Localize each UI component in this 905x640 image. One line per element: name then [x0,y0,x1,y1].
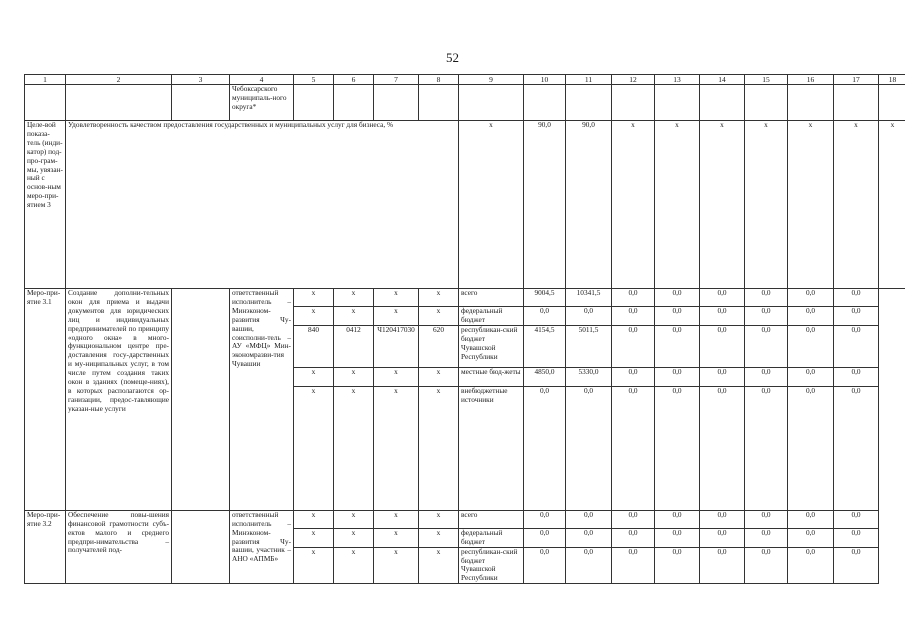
measure-name: Обеспечение повы-шения финансовой грамотности субъ-ектов малого и среднего предпри-нимательства – получателей под- [66,510,172,583]
funding-value: 0,0 [788,325,834,367]
measure-31-row [25,289,905,307]
funding-value: 0,0 [612,367,655,386]
funding-value: 0,0 [612,325,655,367]
column-number: 18 [879,75,905,85]
funding-value: 0,0 [655,307,700,326]
continuation-row [25,85,905,121]
funding-source: всего [459,510,524,528]
funding-value: 0,0 [834,528,879,547]
funding-value: 0,0 [834,547,879,584]
column-number: 6 [334,75,374,85]
funding-value: 0,0 [745,510,788,528]
funding-source: местные бюд-жеты [459,367,524,386]
funding-source: всего [459,289,524,307]
empty-cell [834,85,879,121]
empty-cell [334,85,374,121]
funding-value: 4850,0 [524,367,566,386]
budget-code: x [334,367,374,386]
budget-code: x [334,528,374,547]
funding-value: 0,0 [834,386,879,510]
measure-32-row [25,510,905,528]
budget-code: x [419,547,459,584]
funding-value: 0,0 [524,528,566,547]
empty-cell [419,85,459,121]
funding-value: 0,0 [745,547,788,584]
funding-value: 0,0 [788,386,834,510]
budget-code: 0412 [334,325,374,367]
column-number: 5 [294,75,334,85]
column-number: 11 [566,75,612,85]
empty-cell [459,85,524,121]
funding-value: 0,0 [566,386,612,510]
funding-value: 0,0 [655,367,700,386]
budget-code: 840 [294,325,334,367]
funding-value: 0,0 [700,307,745,326]
column-number-row [25,75,905,85]
funding-value: 5330,0 [566,367,612,386]
empty-cell [612,85,655,121]
budget-code: x [374,386,419,510]
funding-value: 0,0 [700,325,745,367]
budget-code: x [294,307,334,326]
budget-code: x [419,367,459,386]
target-value: x [788,121,834,289]
empty-cell [879,85,905,121]
measure-label: Меро-при-ятие 3.2 [25,510,66,583]
funding-value: 0,0 [788,367,834,386]
empty-cell [524,85,566,121]
empty-cell [294,85,334,121]
budget-code: x [334,289,374,307]
funding-value: 0,0 [655,289,700,307]
target-indicator-description: Удовлетворенность качеством предоставления государственных и муниципальных услуг для бизнеса, % [66,121,459,289]
funding-source: федеральный бюджет [459,307,524,326]
column-number: 14 [700,75,745,85]
funding-value: 10341,5 [566,289,612,307]
funding-value: 4154,5 [524,325,566,367]
column-number: 8 [419,75,459,85]
program-table [24,74,905,584]
budget-code: x [374,528,419,547]
target-value: x [745,121,788,289]
funding-value: 0,0 [700,547,745,584]
column-number: 9 [459,75,524,85]
funding-value: 9004,5 [524,289,566,307]
empty-cell [700,85,745,121]
budget-code: x [334,386,374,510]
column-number: 7 [374,75,419,85]
funding-value: 0,0 [655,510,700,528]
continuation-text: Чебоксарского муниципаль-ного округа* [230,85,294,121]
funding-value: 0,0 [655,325,700,367]
funding-value: 0,0 [612,528,655,547]
target-col10: 90,0 [524,121,566,289]
budget-code: x [334,547,374,584]
target-value: x [700,121,745,289]
funding-value: 0,0 [524,510,566,528]
funding-value: 0,0 [700,289,745,307]
funding-value: 0,0 [612,510,655,528]
funding-value: 0,0 [834,510,879,528]
funding-value: 0,0 [524,386,566,510]
target-col11: 90,0 [566,121,612,289]
measure-executor: ответственный исполнитель – Минэконом-развития Чу-вашии, участник – АНО «АПМБ» [230,510,294,583]
funding-value: 0,0 [524,547,566,584]
funding-value: 0,0 [788,510,834,528]
budget-code: x [419,386,459,510]
funding-value: 0,0 [612,386,655,510]
target-indicator-label: Целе-вой показа-тель (инди-катор) под-про-грам-мы, увязан-ный с основ-ным меро-при-ятием 3 [25,121,66,289]
empty-cell [172,510,230,583]
budget-code: x [374,307,419,326]
funding-value: 0,0 [745,386,788,510]
funding-value: 0,0 [655,386,700,510]
funding-source: республикан-ский бюджет Чувашской Республики [459,325,524,367]
funding-value: 0,0 [834,367,879,386]
funding-value: 0,0 [745,325,788,367]
empty-cell [655,85,700,121]
budget-code: x [419,289,459,307]
column-number: 12 [612,75,655,85]
budget-code: x [294,289,334,307]
budget-code: x [374,367,419,386]
measure-executor: ответственный исполнитель – Минэконом-развития Чу-вашии, соисполни-тель – АУ «МФЦ» Мин-экономразви-тия Чувашии [230,289,294,511]
target-value: x [612,121,655,289]
budget-code: x [374,510,419,528]
funding-source: федеральный бюджет [459,528,524,547]
column-number: 10 [524,75,566,85]
empty-cell [172,289,230,511]
funding-value: 0,0 [745,307,788,326]
funding-value: 0,0 [788,547,834,584]
funding-value: 0,0 [566,510,612,528]
funding-value: 0,0 [745,367,788,386]
funding-value: 0,0 [834,325,879,367]
funding-source: внебюджетные источники [459,386,524,510]
column-number: 13 [655,75,700,85]
funding-value: 0,0 [788,528,834,547]
budget-code: x [419,307,459,326]
funding-value: 0,0 [700,367,745,386]
empty-cell [566,85,612,121]
column-number: 2 [66,75,172,85]
column-number: 16 [788,75,834,85]
page-number: 52 [446,50,459,65]
budget-code: x [294,386,334,510]
funding-value: 0,0 [524,307,566,326]
funding-value: 0,0 [834,307,879,326]
budget-code: x [294,528,334,547]
column-number: 3 [172,75,230,85]
column-number: 1 [25,75,66,85]
budget-code: x [294,510,334,528]
funding-value: 0,0 [566,528,612,547]
budget-code: 620 [419,325,459,367]
target-col9: x [459,121,524,289]
budget-code: x [419,510,459,528]
target-indicator-row [25,121,905,289]
empty-cell [745,85,788,121]
column-number: 4 [230,75,294,85]
funding-value: 0,0 [834,289,879,307]
funding-value: 0,0 [745,289,788,307]
measure-name: Создание дополни-тельных окон для приема и выдачи документов для юридических лиц и индивидуальных предпринимателей по принципу «одного окна» в много-функциональном центре пре-доставления госу-дарственных и му-ниципальных услуг, в том числе путем создания таких окон в зданиях (помеще-ниях), в которых располагаются ор-ганизации, предос-тавляющие указан-ные услуги [66,289,172,511]
column-number: 15 [745,75,788,85]
funding-value: 0,0 [566,307,612,326]
funding-value: 0,0 [612,289,655,307]
funding-value: 0,0 [566,547,612,584]
funding-value: 0,0 [745,528,788,547]
budget-code: x [419,528,459,547]
funding-value: 0,0 [788,289,834,307]
funding-value: 0,0 [612,547,655,584]
budget-code: x [374,289,419,307]
budget-code: x [334,307,374,326]
funding-value: 0,0 [612,307,655,326]
budget-code: x [294,367,334,386]
empty-cell [374,85,419,121]
empty-cell [25,85,66,121]
funding-value: 5011,5 [566,325,612,367]
funding-value: 0,0 [655,528,700,547]
empty-cell [66,85,172,121]
measure-label: Меро-при-ятие 3.1 [25,289,66,511]
target-value: x [655,121,700,289]
funding-value: 0,0 [655,547,700,584]
budget-code: x [374,547,419,584]
column-number: 17 [834,75,879,85]
budget-code: x [334,510,374,528]
funding-value: 0,0 [700,528,745,547]
empty-cell [172,85,230,121]
funding-value: 0,0 [788,307,834,326]
funding-source: республикан-ский бюджет Чувашской Республики [459,547,524,584]
funding-value: 0,0 [700,510,745,528]
target-value: x [834,121,879,289]
budget-code: x [294,547,334,584]
funding-value: 0,0 [700,386,745,510]
budget-code: Ч120417030 [374,325,419,367]
empty-cell [788,85,834,121]
target-value: x [879,121,905,289]
